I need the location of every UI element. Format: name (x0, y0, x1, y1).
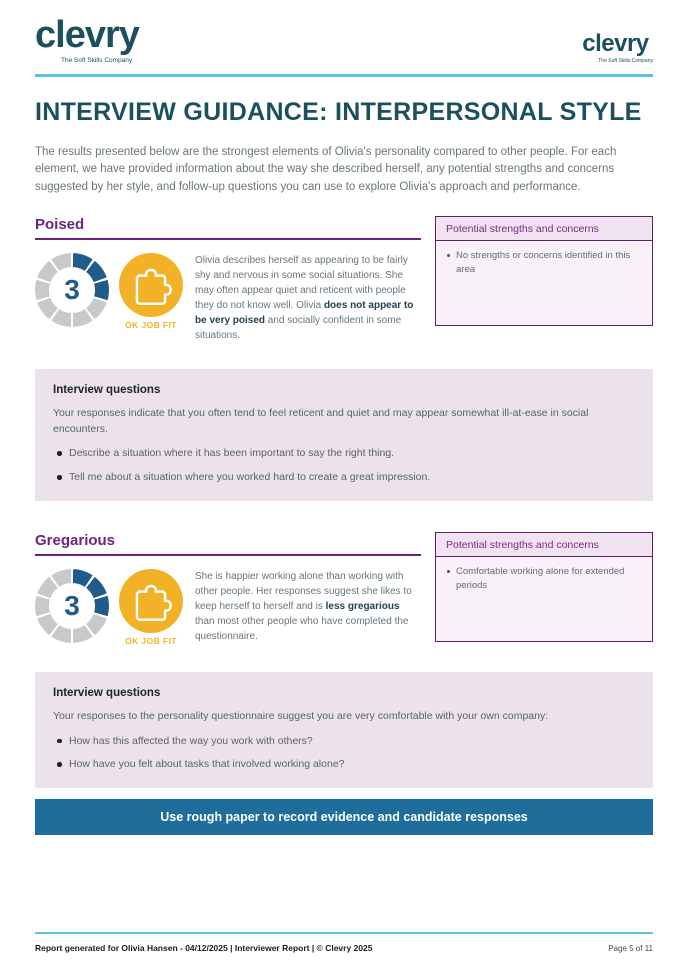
strengths-box (435, 532, 653, 642)
header-divider (35, 74, 653, 77)
interview-question: Tell me about a situation where you worked hard to create a great impression. (53, 470, 635, 485)
rough-paper-banner: Use rough paper to record evidence and candidate responses (35, 799, 653, 835)
interview-questions-title: Interview questions (53, 686, 161, 699)
section-poised (35, 216, 653, 343)
footer-divider (35, 932, 653, 934)
footer-page-number: Page 5 of 11 (608, 943, 653, 953)
puzzle-icon (121, 571, 181, 631)
interview-question: How have you felt about tasks that involved working alone? (53, 757, 635, 772)
job-fit-badge (119, 569, 183, 646)
section-title: Poised (35, 215, 85, 233)
page-title: INTERVIEW GUIDANCE: INTERPERSONAL STYLE (35, 98, 642, 126)
clevry-tagline: The Soft Skills Company (598, 58, 653, 64)
interview-questions-box (35, 369, 653, 501)
score-gauge-center (49, 583, 95, 629)
score-gauge (35, 569, 109, 643)
interview-question: How has this affected the way you work with others? (53, 734, 635, 749)
section-poised-left (35, 216, 421, 343)
strengths-box (435, 216, 653, 326)
strengths-item: Comfortable working alone for extended periods (444, 565, 642, 593)
section-title-underline (35, 238, 421, 240)
score-gauge (35, 253, 109, 327)
clevry-tagline: The Soft Skills Company (61, 57, 133, 64)
description-text: and socially confident in some situations. (195, 314, 402, 341)
interview-questions-list (53, 734, 635, 772)
page-header (35, 0, 653, 64)
clevry-logo-left (35, 16, 139, 64)
job-fit-label: OK JOB FIT (125, 319, 177, 330)
footer-row (35, 943, 653, 953)
strengths-item: No strengths or concerns identified in this area (444, 249, 642, 277)
puzzle-icon (121, 255, 181, 315)
footer-report-info: Report generated for Olivia Hansen - 04/12/2025 | Interviewer Report | © Clevry 2025 (35, 942, 373, 953)
strengths-box-header: Potential strengths and concerns (436, 533, 652, 557)
description-text: Olivia describes herself as appearing to be fairly shy and nervous in some social situations. She may often appear quiet and reticent with people they do not know well. Olivia (195, 254, 408, 311)
strengths-box-header: Potential strengths and concerns (436, 217, 652, 241)
strengths-list (444, 565, 642, 593)
clevry-wordmark: clevry (582, 30, 649, 57)
interview-questions-lead: Your responses to the personality questionnaire suggest you are very comfortable with your own company: (53, 709, 549, 722)
section-title: Gregarious (35, 531, 116, 549)
description-text: than most other people who have completed the questionnaire. (195, 615, 409, 642)
section-description (195, 253, 421, 343)
strengths-list (444, 249, 642, 277)
score-value: 3 (64, 589, 80, 621)
score-gauge-center (49, 267, 95, 313)
clevry-wordmark: clevry (35, 14, 139, 56)
interview-questions-list (53, 446, 635, 484)
section-gregarious-left (35, 532, 421, 646)
section-gregarious (35, 532, 653, 646)
puzzle-badge-circle (119, 569, 183, 633)
puzzle-badge-circle (119, 253, 183, 317)
page-footer (35, 932, 653, 953)
section-title-underline (35, 554, 421, 556)
section-description (195, 569, 421, 644)
job-fit-label: OK JOB FIT (125, 635, 177, 646)
strengths-box-body (436, 557, 652, 601)
description-text: She is happier working alone than working with other people. Her responses suggest she likes to keep herself to herself and is (195, 570, 412, 612)
description-bold: less gregarious (325, 600, 400, 612)
interview-question: Describe a situation where it has been important to say the right thing. (53, 446, 635, 461)
interview-questions-box (35, 672, 653, 788)
section-content-row (35, 569, 421, 646)
clevry-logo-right (582, 32, 653, 64)
strengths-box-body (436, 241, 652, 285)
job-fit-badge (119, 253, 183, 330)
description-bold: does not appear to be very poised (195, 299, 414, 326)
score-value: 3 (64, 273, 80, 305)
interview-questions-title: Interview questions (53, 383, 161, 396)
intro-paragraph: The results presented below are the strongest elements of Olivia's personality compared to other people. For each element, we have provided information about the way she described herself, any potential strengths and concerns suggested by her style, and follow-up questions you can use to explore Olivia's approach and performance. (35, 145, 617, 194)
section-content-row (35, 253, 421, 343)
interview-questions-lead: Your responses indicate that you often tend to feel reticent and quiet and may appear somewhat ill-at-ease in social encounters. (53, 406, 589, 435)
